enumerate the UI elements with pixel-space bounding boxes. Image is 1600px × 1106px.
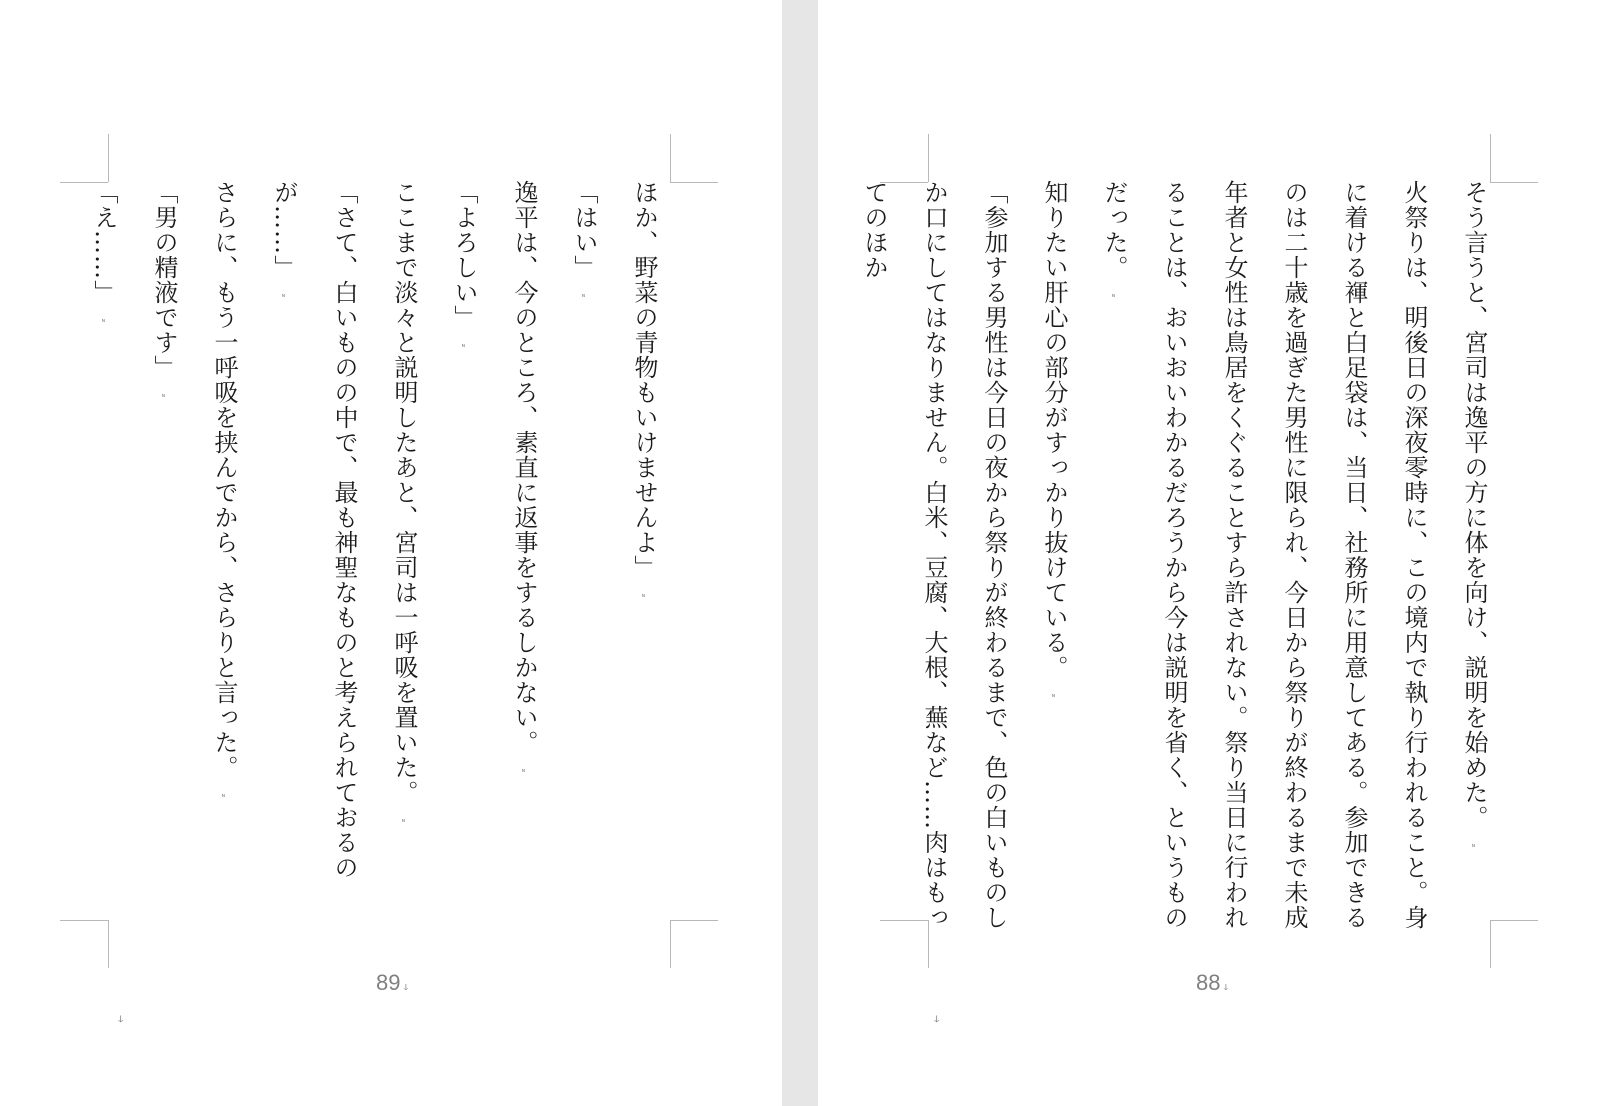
paragraph: 「え……」ᶰ <box>90 180 118 328</box>
paragraph-mark-icon: ᶰ <box>101 318 107 328</box>
paragraph: そう言うと、宮司は逸平の方に体を向け、説明を始めた。ᶰ <box>1460 180 1488 853</box>
paragraph: 「男の精液です」ᶰ <box>150 180 178 403</box>
paragraph-mark-icon: ᶰ <box>1471 843 1477 853</box>
page-88 <box>818 0 1600 1106</box>
paragraph-mark-icon: ᶰ <box>521 768 527 778</box>
section-end-icon: ↆ <box>934 1014 940 1025</box>
paragraph-mark-icon: ᶰ <box>641 593 647 603</box>
vertical-text-body[interactable] <box>860 180 1504 940</box>
paragraph-mark-icon: ᶰ <box>401 818 407 828</box>
section-end-icon: ↆ <box>118 1014 124 1025</box>
paragraph: 「よろしい」ᶰ <box>450 180 478 353</box>
paragraph: 知りたい肝心の部分がすっかり抜けている。ᶰ <box>1040 180 1068 703</box>
paragraph-mark-icon: ᶰ <box>221 793 227 803</box>
paragraph: 火祭りは、明後日の深夜零時に、この境内で執り行われること。身に着ける褌と白足袋は、当日、社務所に用意してある。参加できるのは二十歳を過ぎた男性に限られ、今日から祭りが終わるまで未成年者と女性は鳥居をくぐることすら許されない。祭り当日に行われることは、おいおいわかるだろうから今は説明を省く、というものだった。ᶰ <box>1100 180 1428 930</box>
line-end-icon: ↆ <box>403 983 409 993</box>
paragraph: 「はい」ᶰ <box>570 180 598 303</box>
paragraph: ここまで淡々と説明したあと、宮司は一呼吸を置いた。ᶰ <box>390 180 418 828</box>
paragraph-mark-icon: ᶰ <box>281 293 287 303</box>
page-89 <box>0 0 782 1106</box>
paragraph: 逸平は、今のところ、素直に返事をするしかない。ᶰ <box>510 180 538 778</box>
paragraph-mark-icon: ᶰ <box>1051 693 1057 703</box>
paragraph-mark-icon: ᶰ <box>161 393 167 403</box>
paragraph-mark-icon: ᶰ <box>581 293 587 303</box>
paragraph: ほか、野菜の青物もいけませんよ」ᶰ <box>630 180 658 603</box>
paragraph: 「参加する男性は今日の夜から祭りが終わるまで、色の白いものしか口にしてはなりません。白米、豆腐、大根、蕪など……肉はもってのほか <box>860 180 1008 930</box>
paragraph: さらに、もう一呼吸を挟んでから、さらりと言った。ᶰ <box>210 180 238 803</box>
page-number-88: 88 ↆ <box>1196 970 1229 995</box>
paragraph-mark-icon: ᶰ <box>461 343 467 353</box>
line-end-icon: ↆ <box>1223 983 1229 993</box>
vertical-text-body[interactable] <box>90 180 674 940</box>
paragraph-mark-icon: ᶰ <box>1111 293 1117 303</box>
page-number-89: 89 ↆ <box>376 970 409 995</box>
paragraph: 「さて、白いものの中で、最も神聖なものと考えられておるのが……」ᶰ <box>270 180 358 880</box>
